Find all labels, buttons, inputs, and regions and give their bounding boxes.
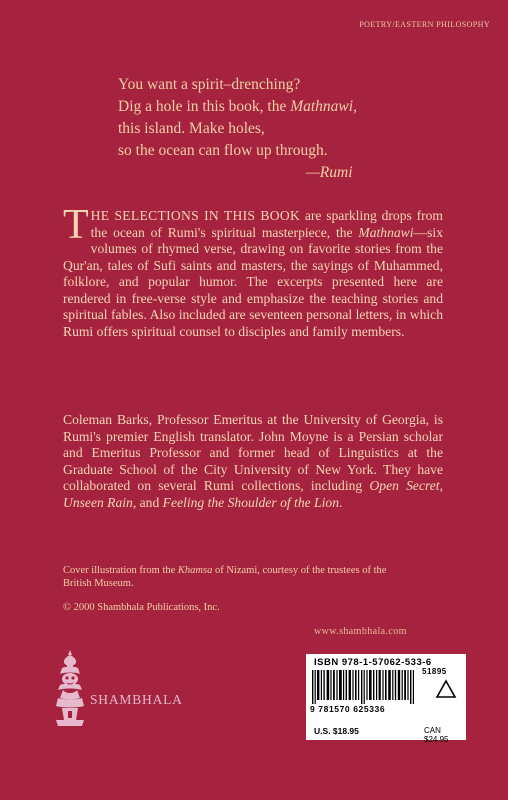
isbn-number: ISBN 978-1-57062-533-6 bbox=[314, 657, 432, 668]
quote-line-1: You want a spirit–drenching? bbox=[118, 76, 301, 93]
barcode-label bbox=[306, 654, 466, 744]
description-paragraph: THE SELECTIONS IN THIS BOOK are sparkling drops from the ocean of Rumi's spiritual masterpiece, the Mathnawi—six volumes of rhymed verse, drawing on favorite stories from the Qur'an, tales of Sufi saints and masters, the sayings of Muhammed, folklore, and popular humor. The excerpts presented here are rendered in free-verse style and emphasize the teaching stories and spiritual fables. Also included are seventeen personal letters, in which Rumi offers spiritual counsel to disciples and family members. bbox=[63, 202, 443, 339]
quote-line-3: this island. Make holes, bbox=[118, 120, 265, 137]
shambhala-logo-icon bbox=[54, 648, 86, 743]
quote-line-4: so the ocean can flow up through. bbox=[118, 142, 328, 159]
barcode-bars bbox=[310, 670, 422, 704]
triangle-icon bbox=[435, 679, 457, 699]
barcode-digits: 9 781570 625336 bbox=[310, 704, 386, 714]
epigraph-quote bbox=[118, 74, 357, 162]
book-title: Feeling the Shoulder of the Lion bbox=[162, 494, 339, 510]
quote-attribution: —Rumi bbox=[306, 164, 353, 181]
category-label: POETRY/EASTERN PHILOSOPHY bbox=[359, 20, 490, 29]
price-code: 51895 bbox=[422, 667, 447, 676]
quote-line-2: Dig a hole in this book, the Mathnawi, bbox=[118, 98, 357, 115]
cover-credit: Cover illustration from the Khamsa of Nizami, courtesy of the trustees of the British Museum. bbox=[63, 565, 387, 589]
authors-paragraph: Coleman Barks, Professor Emeritus at the University of Georgia, is Rumi's premier English translator. John Moyne is a Persian scholar and Emeritus Professor and former head of Linguistics at the Graduate School of the City University of New York. They have collaborated on several Rumi collections, including Open Secret, Unseen Rain, and Feeling the Shoulder of the Lion. bbox=[63, 412, 443, 510]
can-price: CAN $24.95 bbox=[424, 726, 449, 744]
book-title: Unseen Rain bbox=[63, 494, 133, 510]
us-price: U.S. $18.95 bbox=[314, 726, 359, 736]
copyright: © 2000 Shambhala Publications, Inc. bbox=[63, 602, 220, 613]
website-link: www.shambhala.com bbox=[314, 626, 407, 637]
drop-cap: T bbox=[63, 202, 89, 248]
publisher-name: SHAMBHALA bbox=[90, 692, 183, 707]
lead-in: HE SELECTIONS IN THIS BOOK bbox=[90, 208, 301, 223]
book-title: Open Secret bbox=[369, 478, 440, 493]
